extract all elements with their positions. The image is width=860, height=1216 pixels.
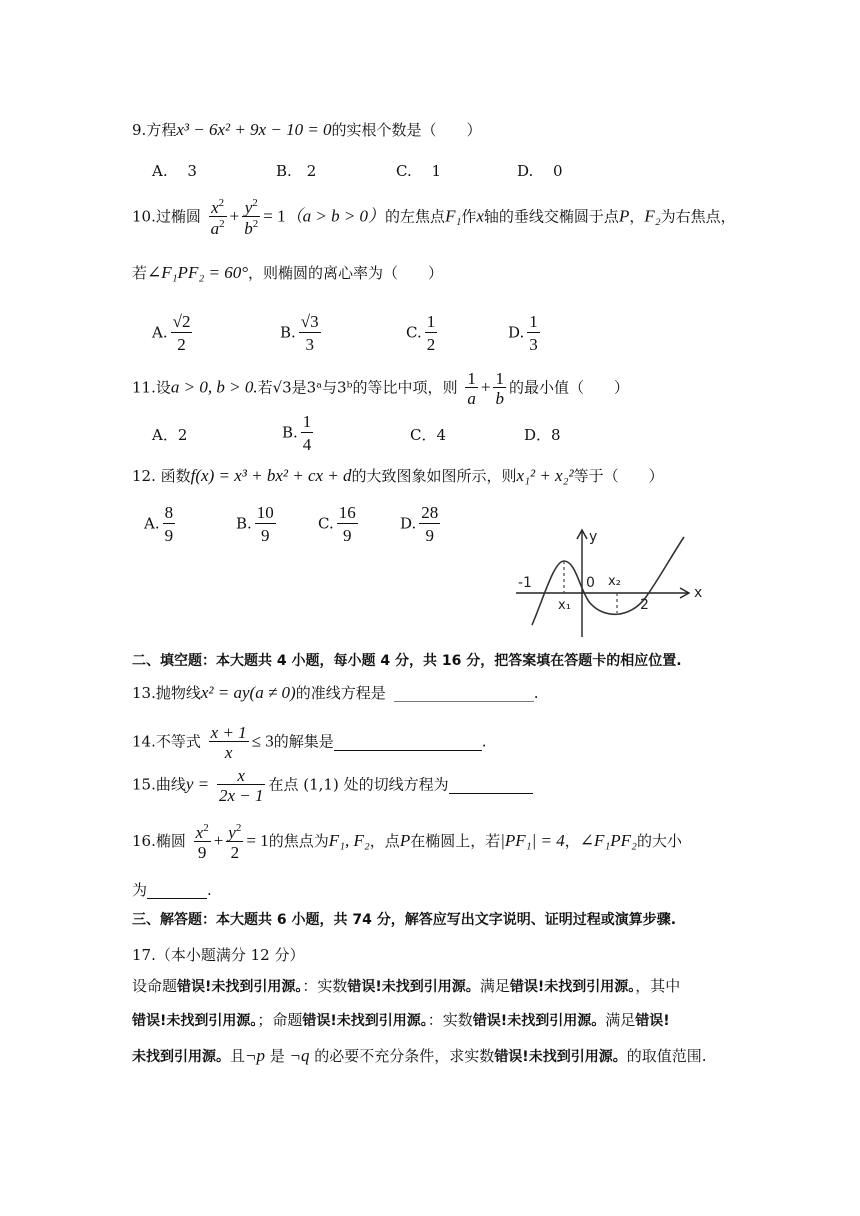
q16-p: P [399, 831, 411, 850]
q10-option-c-num: 1 [426, 312, 436, 331]
q10-stem-line2 [132, 264, 443, 281]
q16-x-term: $\frac{x^2}{9}$ [195, 822, 209, 862]
q10-option-b-den: 3 [299, 332, 321, 355]
q11-number: 11. [132, 378, 156, 397]
q11-tail: 的最小值（ ） [508, 378, 629, 397]
q12-option-c-value [337, 503, 358, 546]
q15-stem [132, 767, 533, 804]
q17-line3-segment-5: 的必要不充分条件，求实数 [309, 1047, 495, 1065]
q16-wei: 为 [132, 881, 148, 899]
q13-stem [132, 684, 538, 702]
q11-frac-a: $\frac{1}{a}$ [467, 369, 476, 408]
q9-option-c: C. 1 [396, 162, 442, 180]
q12-expression: x₁² + x₂² [516, 466, 574, 485]
q16-comma: ， [564, 832, 580, 850]
graph-label-zero: 0 [586, 575, 595, 591]
q16-text: 椭圆 [155, 832, 186, 850]
q14-tail: 的解集是 [273, 732, 334, 751]
q12-option-a-num: 8 [164, 503, 174, 522]
q14-inequality: ≤ 3 [251, 731, 274, 751]
q12-text: 函数 [160, 467, 191, 485]
q17-line1-segment-0: 设命题 [132, 977, 178, 995]
q9-equation: x³ − 6x² + 9x − 10 = 0 [176, 120, 332, 139]
q17-line3-segment-7: 的取值范围. [626, 1047, 707, 1065]
q10-text: 过椭圆 [155, 207, 201, 226]
q10-ellipse-y-term: $\frac{y^2}{b^2}$ [244, 197, 259, 238]
q10-option-d-den: 3 [527, 332, 540, 355]
q15-answer-blank[interactable] [449, 778, 533, 794]
q16-stem: 16.椭圆 $\frac{x^2}{9}$ + $\frac{y^2}{2}$ = 1的焦点为F₁, F₂，点P在椭圆上，若|PF₁| = 4，∠F₁PF₂的大小 [132, 822, 682, 862]
q14-fraction [209, 724, 249, 761]
q13-answer-blank[interactable] [394, 686, 534, 702]
q12-function: f(x) = x³ + bx² + cx + d [190, 466, 352, 485]
q10-if: 若 [132, 264, 148, 282]
q9-text: 方程 [146, 121, 177, 139]
q12-option-d-den: 9 [419, 523, 440, 546]
q12-option-a-den: 9 [163, 523, 176, 546]
q12-option-d-label: D. [400, 514, 417, 533]
q16-stem-line2 [132, 883, 212, 899]
q9-option-b: B. 2 [276, 162, 317, 180]
q16-equals: = 1 [246, 831, 269, 850]
q13-text: 抛物线 [155, 684, 201, 702]
q16-abs: |PF₁| = 4 [500, 831, 565, 850]
q17-line2-segment-2: 错误!未找到引用源。 [302, 1013, 428, 1029]
q11-option-b-den: 4 [301, 432, 314, 455]
q17-heading: 17.（本小题满分 12 分） [132, 946, 305, 964]
q17-line1-segment-2: ：实数 [302, 977, 348, 995]
q17-line1-segment-5: 错误!未找到引用源。 [509, 979, 636, 995]
q12-option-a-value [163, 503, 176, 546]
q10-option-d-label: D. [508, 323, 525, 342]
graph-label-2: 2 [640, 597, 649, 613]
q17-line2-segment-5: 满足 [605, 1011, 636, 1029]
q17-line3-segment-0: 未找到引用源。 [132, 1049, 230, 1065]
q11-middle: 若√3是3ᵃ与3ᵇ的等比中项， [257, 378, 443, 397]
q12-option-b-label: B. [236, 514, 252, 533]
q12-number: 12. [132, 467, 156, 485]
q17-line1-segment-3: 错误!未找到引用源。 [347, 979, 480, 995]
q17-line3-segment-6: 错误!未找到引用源。 [494, 1049, 627, 1065]
q10-option-c [406, 312, 440, 355]
q11-option-c: C．4 [410, 426, 447, 444]
q16-text-4: 在椭圆上，若 [410, 832, 501, 850]
q14-fraction-den: x [209, 741, 249, 761]
q9-stem [132, 121, 482, 138]
q10-option-a-label: A. [152, 323, 168, 342]
q16-text-2: 的焦点为 [268, 832, 329, 850]
q14-number: 14. [132, 732, 156, 751]
q12-option-d-num: 28 [421, 503, 439, 522]
graph-label-neg1: -1 [518, 575, 532, 591]
q10-option-b [280, 312, 324, 355]
q16-text-3: ，点 [369, 832, 400, 850]
q10-condition: （a > b > 0） [285, 206, 386, 226]
q17-line1-segment-1: 错误!未找到引用源。 [177, 979, 303, 995]
q10-question: ，则椭圆的离心率为（ ） [248, 264, 444, 282]
q12-stem [132, 467, 664, 484]
q16-foci: F₁, F₂ [328, 831, 370, 850]
q11-option-d: D．8 [524, 426, 561, 444]
q10-number: 10. [132, 207, 156, 226]
q10-f2: F₂ [644, 206, 661, 226]
q14-fraction-num: x + 1 [210, 723, 247, 742]
q15-text: 曲线 [155, 775, 186, 794]
section-2-heading: 二、填空题：本大题共 4 小题，每小题 4 分，共 16 分，把答案填在答题卡的相应位置. [132, 653, 682, 669]
q10-text-4: 轴的垂线交椭圆于点 [483, 207, 619, 226]
q12-option-b-value [255, 503, 276, 546]
q10-option-d-value [527, 312, 540, 355]
q10-text-2: 的左焦点 [385, 207, 446, 226]
q10-ellipse-x-term: $\frac{x^2}{a^2}$ [210, 197, 225, 238]
q9-option-d: D. 0 [517, 162, 563, 180]
graph-label-x1: x₁ [558, 598, 571, 613]
q17-line2-segment-6: 错误! [635, 1013, 670, 1029]
q12-middle: 的大致图象如图所示，则 [351, 467, 517, 485]
q10-option-b-num: √3 [300, 312, 319, 331]
q11-option-a: A．2 [152, 426, 188, 444]
q16-period: . [207, 881, 212, 899]
q12-option-a [144, 503, 178, 546]
graph-label-x: x [694, 585, 703, 601]
section-3-heading: 三、解答题：本大题共 6 小题，共 74 分，解答应写出文字说明、证明过程或演算步骤. [132, 912, 677, 928]
q12-option-c-num: 16 [338, 503, 356, 522]
graph-label-x2: x₂ [608, 574, 621, 589]
q10-p: P [618, 206, 630, 226]
q10-text-3: 作 [461, 207, 477, 226]
q15-fraction-den: 2x − 1 [218, 786, 264, 805]
q10-option-b-value [299, 312, 321, 355]
q14-answer-blank[interactable] [334, 735, 482, 751]
q11-option-b-num: 1 [302, 412, 312, 431]
q11-condition: a > 0, b > 0. [170, 377, 258, 397]
q17-line2-segment-0: 错误!未找到引用源。 [132, 1013, 258, 1029]
q15-tail: 在点 (1,1) 处的切线方程为 [268, 775, 449, 794]
q11-frac-b: $\frac{1}{b}$ [495, 369, 504, 408]
q17-line3-segment-1: 且 [230, 1047, 246, 1065]
q15-lhs: y = [185, 774, 210, 794]
q11-stem: 11.设a > 0, b > 0.若√3是3ᵃ与3ᵇ的等比中项，则 $\frac{1}{a}$ + $\frac{1}{b}$ 的最小值（ ） [132, 369, 629, 408]
q10-option-d [508, 312, 543, 355]
q16-angle: ∠F₁PF₂ [579, 831, 637, 850]
q10-option-a-num: √2 [172, 312, 191, 331]
q9-option-a: A. 3 [152, 162, 197, 180]
q16-number: 16. [132, 832, 156, 850]
q11-option-b [282, 412, 316, 455]
q10-x: x [476, 206, 484, 226]
q10-option-a-value [171, 312, 193, 355]
q17-line3-segment-2: ¬p [245, 1046, 265, 1065]
q10-comma: ， [629, 207, 645, 226]
q10-f1: F₁ [445, 206, 462, 226]
q17-line2-segment-3: ：实数 [427, 1011, 473, 1029]
q14-period: . [481, 732, 487, 751]
q10-stem: 10.过椭圆 $\frac{x^2}{a^2}$ + $\frac{y^2}{b^2}$ = 1（a > b > 0）的左焦点F₁作x轴的垂线交椭圆于点P，F₂为右焦点， [132, 197, 736, 238]
q12-option-c-den: 9 [337, 523, 358, 546]
q10-angle: ∠F₁PF₂ = 60° [147, 263, 249, 282]
q10-option-a [152, 312, 195, 355]
q9-number: 9. [132, 121, 147, 139]
q15-number: 15. [132, 775, 156, 794]
q17-line1-segment-6: ，其中 [635, 977, 681, 995]
q15-fraction [217, 767, 266, 804]
q12-option-c-label: C. [318, 514, 334, 533]
q17-line2-segment-4: 错误!未找到引用源。 [472, 1013, 606, 1029]
q10-option-c-den: 2 [425, 332, 438, 355]
q17-line-2 [132, 1013, 670, 1028]
q11-then: 则 [442, 378, 458, 397]
q14-stem [132, 724, 487, 761]
q10-option-c-label: C. [406, 323, 422, 342]
q12-option-b-num: 10 [256, 503, 274, 522]
q17-line3-segment-4: ¬q [289, 1046, 310, 1065]
q12-option-c [318, 503, 361, 546]
q17-line1-segment-4: 满足 [479, 977, 510, 995]
q13-equation: x² = ay(a ≠ 0) [200, 683, 296, 702]
q16-answer-blank[interactable] [147, 883, 207, 899]
q17-line2-segment-1: ；命题 [257, 1011, 303, 1029]
q14-text: 不等式 [155, 732, 201, 751]
q11-option-b-value [301, 412, 314, 455]
q10-option-d-num: 1 [529, 312, 538, 331]
q16-y-term: $\frac{y^2}{2}$ [228, 822, 242, 862]
q12-option-d-value [419, 503, 440, 546]
q10-option-b-label: B. [280, 323, 296, 342]
graph-label-y: y [589, 529, 598, 545]
q12-option-b-den: 9 [255, 523, 276, 546]
q12-option-a-label: A. [144, 514, 160, 533]
q10-option-c-value [425, 312, 438, 355]
q10-option-a-den: 2 [171, 332, 193, 355]
q17-line-3 [132, 1047, 706, 1064]
q13-number: 13. [132, 684, 156, 702]
q11-option-b-label: B. [282, 423, 298, 442]
q15-fraction-num: x [237, 766, 245, 785]
q9-tail: 的实根个数是（ ） [331, 121, 482, 139]
q11-text: 设 [155, 378, 171, 397]
q12-option-d [400, 503, 443, 546]
q12-option-b [236, 503, 279, 546]
q10-text-5: 为右焦点， [660, 207, 736, 226]
q13-period: . [533, 684, 539, 702]
q12-function-graph [510, 525, 710, 640]
q16-tail: 的大小 [636, 832, 682, 850]
q13-tail: 的准线方程是 [295, 684, 386, 702]
q12-tail: 等于（ ） [573, 467, 664, 485]
q17-line-1 [132, 979, 680, 994]
q17-line3-segment-3: 是 [265, 1047, 290, 1065]
